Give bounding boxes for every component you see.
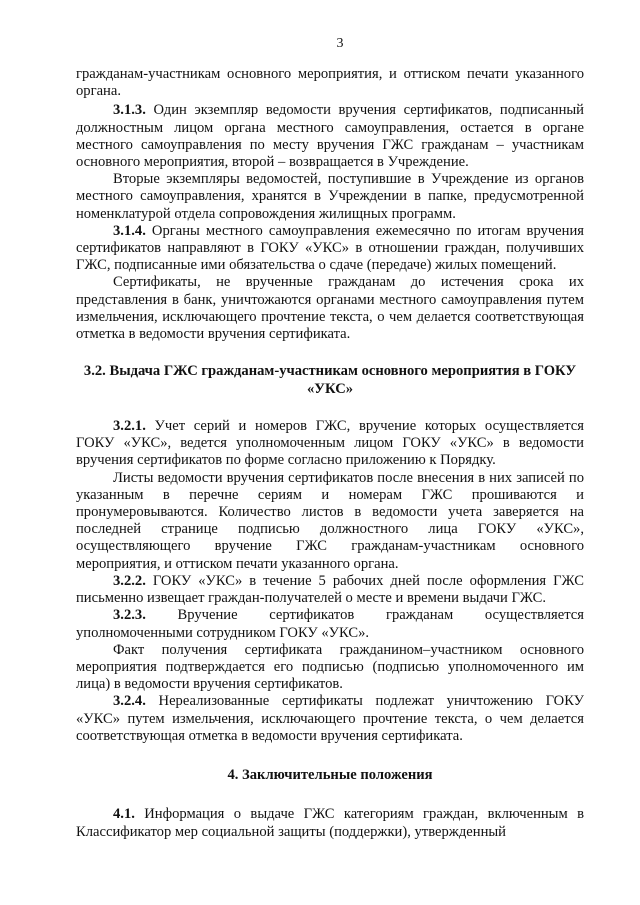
clause-text: Учет серий и номеров ГЖС, вручение которых осуществляется ГОКУ «УКС», ведется уполномоченным лицом ГОКУ «УКС» в ведомости вручения сертификатов по форме согласно приложению к Порядку.	[76, 418, 584, 469]
paragraph-3-1-4	[76, 223, 584, 275]
paragraph-3-1-3	[76, 102, 584, 171]
clause-number: 3.2.2.	[113, 572, 146, 589]
clause-text: Информация о выдаче ГЖС категориям граждан, включенным в Классификатор мер социальной защиты (поддержки), утвержденный	[76, 806, 584, 840]
paragraph-3-2-4	[76, 693, 584, 745]
paragraph-3-1-4-b: Сертификаты, не врученные гражданам до истечения срока их представления в банк, уничтожаются органами местного самоуправления путем измельчения, исключающего прочтение текста, о чем делается соответствующая отметка в ведомости вручения сертификата.	[76, 274, 584, 343]
clause-number: 3.1.3.	[113, 102, 146, 119]
clause-text: ГОКУ «УКС» в течение 5 рабочих дней после оформления ГЖС письменно извещает граждан-получателей о месте и времени выдачи ГЖС.	[76, 572, 584, 607]
clause-text: Нереализованные сертификаты подлежат уничтожению ГОКУ «УКС» путем измельчения, исключающего прочтение текста, о чем делается соответствующая отметка в ведомости вручения сертификата.	[76, 693, 584, 744]
clause-text: Вручение сертификатов гражданам осуществляется уполномоченными сотрудником ГОКУ «УКС».	[76, 607, 584, 641]
paragraph-4-1	[76, 806, 584, 840]
clause-number: 3.2.4.	[113, 693, 146, 710]
paragraph-continued: гражданам-участникам основного мероприятия, и оттиском печати указанного органа.	[76, 66, 584, 100]
paragraph-3-2-3	[76, 607, 584, 641]
clause-number: 4.1.	[113, 806, 135, 823]
clause-text: Один экземпляр ведомости вручения сертификатов, подписанный должностным лицом органа местного самоуправления, остается в органе местного самоуправления по месту вручения ГЖС гражданам – участникам основного мероприятия, второй – возвращается в Учреждение.	[76, 102, 584, 171]
section-3-2-heading: 3.2. Выдача ГЖС гражданам-участникам основного мероприятия в ГОКУ «УКС»	[83, 363, 577, 397]
paragraph-3-2-1	[76, 418, 584, 470]
section-4-heading: 4. Заключительные положения	[227, 766, 433, 783]
paragraph-3-2-1-b: Листы ведомости вручения сертификатов после внесения в них записей по указанным в перечне сериям и номерам ГЖС прошиваются и пронумеровываются. Количество листов в ведомости учета заверяется на последней странице подписью должностного лица ГОКУ «УКС», осуществляющего вручение ГЖС гражданам-участникам основного мероприятия, и оттиском печати указанного органа.	[76, 469, 584, 572]
clause-number: 3.1.4.	[113, 222, 146, 239]
page-number: 3	[336, 36, 344, 51]
paragraph-3-2-2	[76, 573, 584, 607]
paragraph-3-2-3-b: Факт получения сертификата гражданином–участником основного мероприятия подтверждается его подписью (подписью уполномоченного им лица) в ведомости вручения сертификатов.	[76, 641, 584, 693]
clause-text: Органы местного самоуправления ежемесячно по итогам вручения сертификатов направляют в ГОКУ «УКС» в отношении граждан, получивших ГЖС, подписанные ими обязательства о сдаче (передаче) жилых помещений.	[76, 222, 584, 274]
clause-number: 3.2.1.	[113, 418, 146, 435]
clause-number: 3.2.3.	[113, 607, 146, 624]
paragraph-3-1-3-b: Вторые экземпляры ведомостей, поступившие в Учреждение из органов местного самоуправления, хранятся в Учреждении в папке, предусмотренной номенклатурой отдела сопровождения жилищных программ.	[76, 171, 584, 222]
